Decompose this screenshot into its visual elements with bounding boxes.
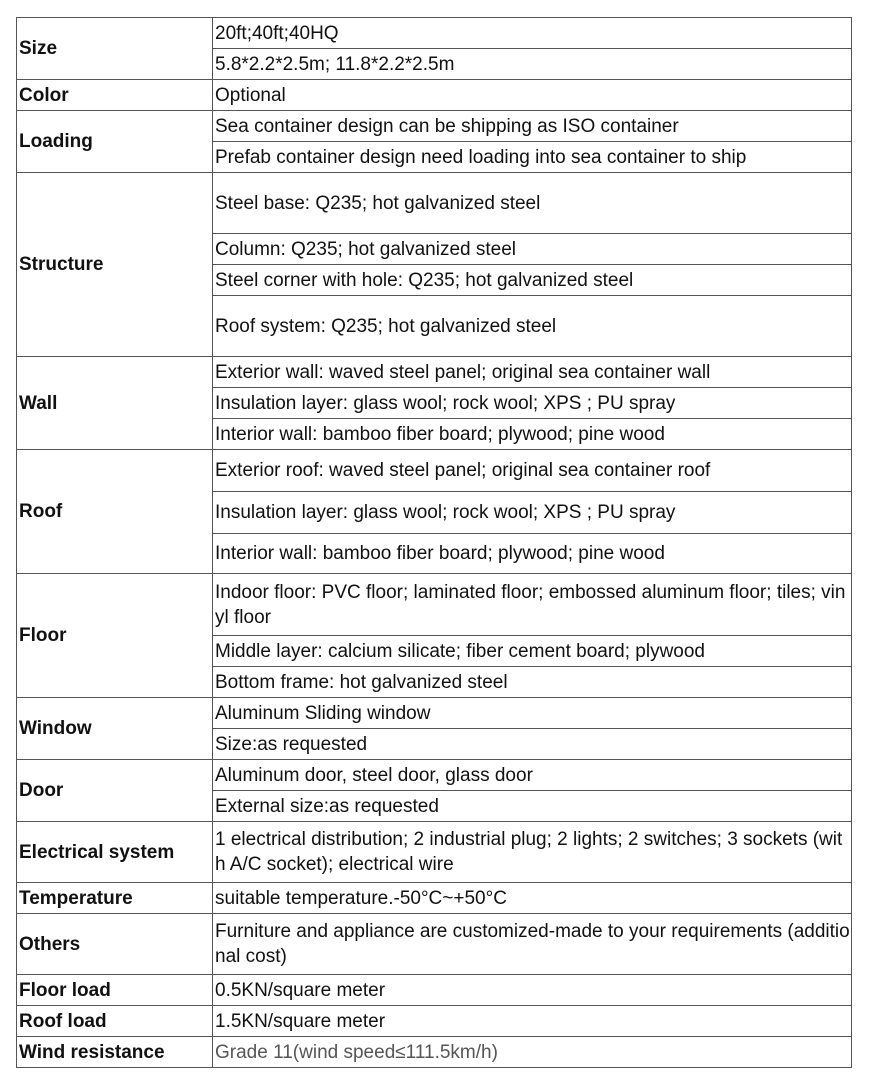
table-row bbox=[17, 111, 852, 142]
row-value: Roof system: Q235; hot galvanized steel bbox=[213, 296, 852, 357]
row-value: Exterior wall: waved steel panel; original sea container wall bbox=[213, 357, 852, 388]
row-label: Structure bbox=[17, 173, 213, 357]
row-value: Optional bbox=[213, 80, 852, 111]
row-value: 1 electrical distribution; 2 industrial plug; 2 lights; 2 switches; 3 sockets (with A/C socket); electrical wire bbox=[213, 822, 852, 883]
row-value: Insulation layer: glass wool; rock wool; XPS ; PU spray bbox=[213, 388, 852, 419]
row-value: Sea container design can be shipping as ISO container bbox=[213, 111, 852, 142]
row-value: 0.5KN/square meter bbox=[213, 975, 852, 1006]
row-value: Column: Q235; hot galvanized steel bbox=[213, 234, 852, 265]
row-value: Middle layer: calcium silicate; fiber cement board; plywood bbox=[213, 636, 852, 667]
table-row bbox=[17, 883, 852, 914]
table-row bbox=[17, 975, 852, 1006]
row-label: Temperature bbox=[17, 883, 213, 914]
row-value: Insulation layer: glass wool; rock wool; XPS ; PU spray bbox=[213, 492, 852, 534]
table-row bbox=[17, 698, 852, 729]
table-row bbox=[17, 1006, 852, 1037]
table-row bbox=[17, 760, 852, 791]
row-label: Floor bbox=[17, 574, 213, 698]
row-label: Wind resistance bbox=[17, 1037, 213, 1068]
table-row bbox=[17, 574, 852, 636]
row-value: Steel corner with hole: Q235; hot galvanized steel bbox=[213, 265, 852, 296]
row-label: Roof load bbox=[17, 1006, 213, 1037]
row-label: Window bbox=[17, 698, 213, 760]
row-value: Grade 11(wind speed≤111.5km/h) bbox=[213, 1037, 852, 1068]
row-label: Electrical system bbox=[17, 822, 213, 883]
table-row bbox=[17, 18, 852, 49]
table-row bbox=[17, 822, 852, 883]
row-value: Aluminum door, steel door, glass door bbox=[213, 760, 852, 791]
row-value: 5.8*2.2*2.5m; 11.8*2.2*2.5m bbox=[213, 49, 852, 80]
table-row bbox=[17, 357, 852, 388]
row-value: Exterior roof: waved steel panel; original sea container roof bbox=[213, 450, 852, 492]
row-value: Steel base: Q235; hot galvanized steel bbox=[213, 173, 852, 234]
row-value: Bottom frame: hot galvanized steel bbox=[213, 667, 852, 698]
row-value: External size:as requested bbox=[213, 791, 852, 822]
row-value: Interior wall: bamboo fiber board; plywood; pine wood bbox=[213, 534, 852, 574]
table-row bbox=[17, 80, 852, 111]
row-value: Interior wall: bamboo fiber board; plywood; pine wood bbox=[213, 419, 852, 450]
row-label: Loading bbox=[17, 111, 213, 173]
row-label: Door bbox=[17, 760, 213, 822]
row-value: Prefab container design need loading into sea container to ship bbox=[213, 142, 852, 173]
table-row bbox=[17, 1037, 852, 1068]
row-value: 1.5KN/square meter bbox=[213, 1006, 852, 1037]
row-label: Floor load bbox=[17, 975, 213, 1006]
row-value: suitable temperature.-50°C~+50°C bbox=[213, 883, 852, 914]
table-row bbox=[17, 450, 852, 492]
row-label: Roof bbox=[17, 450, 213, 574]
row-value: Aluminum Sliding window bbox=[213, 698, 852, 729]
row-label: Color bbox=[17, 80, 213, 111]
table-row bbox=[17, 914, 852, 975]
row-value: 20ft;40ft;40HQ bbox=[213, 18, 852, 49]
row-label: Size bbox=[17, 18, 213, 80]
row-value: Furniture and appliance are customized-made to your requirements (additional cost) bbox=[213, 914, 852, 975]
row-label: Wall bbox=[17, 357, 213, 450]
table-row bbox=[17, 173, 852, 234]
row-label: Others bbox=[17, 914, 213, 975]
row-value: Size:as requested bbox=[213, 729, 852, 760]
row-value: Indoor floor: PVC floor; laminated floor; embossed aluminum floor; tiles; vinyl floor bbox=[213, 574, 852, 636]
spec-table bbox=[16, 17, 852, 1068]
